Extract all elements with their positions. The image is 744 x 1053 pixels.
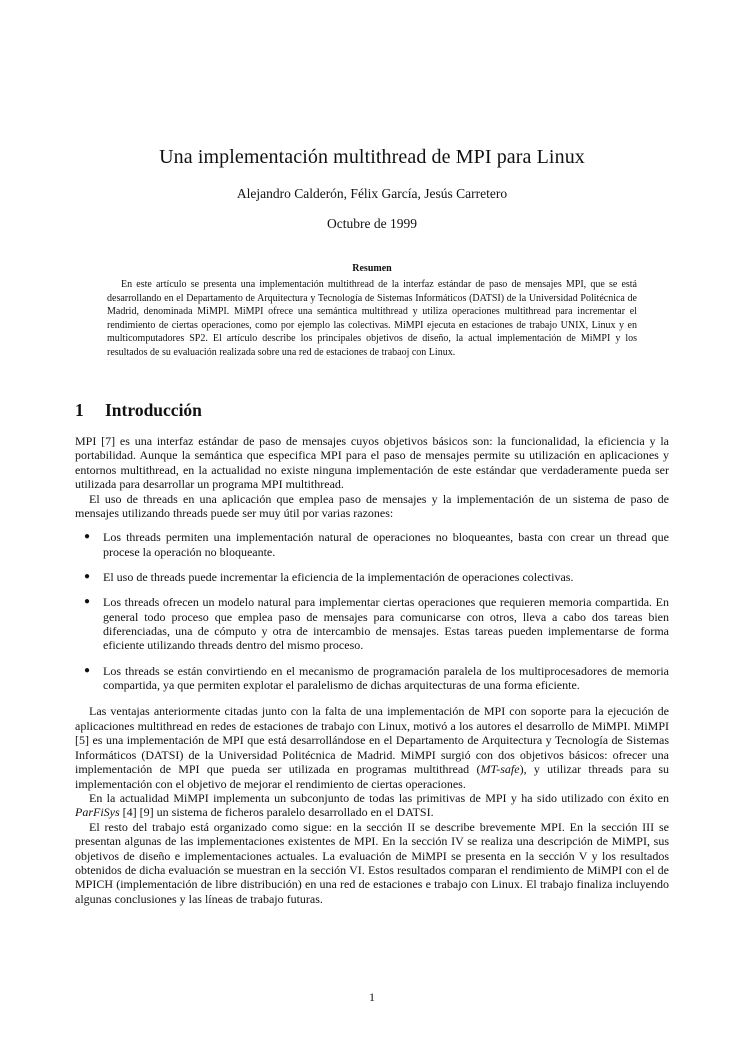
bullet-icon: ●	[84, 664, 91, 676]
section-heading-introduction	[75, 400, 202, 421]
page-number: 1	[369, 990, 375, 1004]
intro-paragraph-2: El uso de threads en una aplicación que emplea paso de mensajes y la implementación de un sistema de paso de mensajes utilizando threads puede ser muy útil por varias razones:	[75, 491, 669, 521]
parfisys-term: ParFiSys	[75, 805, 120, 820]
reasons-list	[75, 530, 669, 692]
mt-safe-term: MT-safe	[480, 762, 520, 777]
intro-paragraph-1: MPI [7] es una interfaz estándar de paso de mensajes cuyos objetivos básicos son: la funcionalidad, la eficiencia y la portabilidad. Aunque la semántica que especifica MPI para el paso de mensajes permite su utilización en aplicaciones y entornos multithread, en la actualidad no existe ninguna implementación de este estándar que verdaderamente pueda ser utilizada para desarrollar un programa MPI multithread.	[75, 434, 669, 492]
intro-paragraph-4: En la actualidad MiMPI implementa un subconjunto de todas las primitivas de MPI y ha sido utilizado con éxito en ParFiSys [4] [9] un sistema de ficheros paralelo desarrollado en el DATSI.	[75, 790, 669, 820]
paper-date: Octubre de 1999	[327, 216, 417, 231]
bullet-icon: ●	[84, 596, 91, 608]
section-body	[75, 434, 669, 906]
abstract-heading: Resumen	[352, 263, 392, 274]
paper-title: Una implementación multithread de MPI para Linux	[159, 146, 585, 168]
intro-paragraph-3: Las ventajas anteriormente citadas junto con la falta de una implementación de MPI con soporte para la ejecución de aplicaciones multithread en redes de estaciones de trabajo con Linux, motivó a los autores el desarrollo de MiMPI. MiMPI [5] es una implementación de MPI que está desarrollándose en el Departamento de Arquitectura y Tecnología de Sistemas Informáticos (DATSI) de la Universidad Politécnica de Madrid. MiMPI surgió con dos objetivos básicos: ofrecer una implementación de MPI que pueda ser utilizada en programas multithread (MT-safe), y utilizar threads para su implementación con el objetivo de mejorar el rendimiento de ciertas operaciones.	[75, 704, 669, 791]
list-item: ● Los threads permiten una implementación natural de operaciones no bloqueantes, basta con crear un thread que procese la operación no bloqueante.	[84, 530, 669, 559]
intro-paragraph-5: El resto del trabajo está organizado como sigue: en la sección II se describe brevemente MPI. En la sección III se presentan algunas de las implementaciones existentes de MPI. En la sección IV se realiza una descripción de MiMPI, sus objetivos de diseño e implementaciones actuales. La evaluación de MiMPI se presenta en la sección V y los resultados obtenidos de dicha evaluación se muestran en la sección VI. Estos resultados comparan el rendimiento de MiMPI con el de MPICH (implementación de libre distribución) en una red de estaciones e trabajo con Linux. El trabajo finaliza incluyendo algunas conclusiones y las líneas de trabajo futuras.	[75, 819, 669, 906]
abstract-text: En este artículo se presenta una implementación multithread de la interfaz estándar de paso de mensajes MPI, que se está desarrollando en el Departamento de Arquitectura y Tecnología de Sistemas Informáticos (DATSI) de la Universidad Politécnica de Madrid, denominada MiMPI. MiMPI ofrece una semántica multithread y utiliza operaciones multithread para incrementar el rendimiento de ciertas operaciones, como por ejemplo las colectivas. MiMPI ejecuta en estaciones de trabajo UNIX, Linux y en multicomputadores SP2. El artículo describe los principales objetivos de diseño, la actual implementación de MiMPI y los resultados de su evaluación realizada sobre una red de estaciones de trabaoj con Linux.	[107, 279, 637, 358]
list-item: ● El uso de threads puede incrementar la eficiencia de la implementación de operaciones colectivas.	[84, 570, 574, 585]
bullet-icon: ●	[84, 571, 91, 583]
list-item: ● Los threads se están convirtiendo en el mecanismo de programación paralela de los multiprocesadores de memoria compartida, ya que permiten explotar el paralelismo de dichas arquitecturas de una forma eficiente.	[84, 663, 669, 693]
section-title: Introducción	[105, 400, 202, 420]
bullet-icon: ●	[84, 531, 91, 543]
paper-authors: Alejandro Calderón, Félix García, Jesús Carretero	[236, 186, 508, 201]
section-number: 1	[75, 400, 84, 420]
list-item: ● Los threads ofrecen un modelo natural para implementar ciertas operaciones que requieren memoria compartida. En general todo proceso que emplea paso de mensajes para comunicarse con otros, lleva a cabo dos tareas bien diferenciadas, una de cómputo y otra de intercambio de mensajes. Estas tareas pueden implementarse de forma eficiente utilizando threads dentro del mismo proceso.	[84, 595, 669, 653]
